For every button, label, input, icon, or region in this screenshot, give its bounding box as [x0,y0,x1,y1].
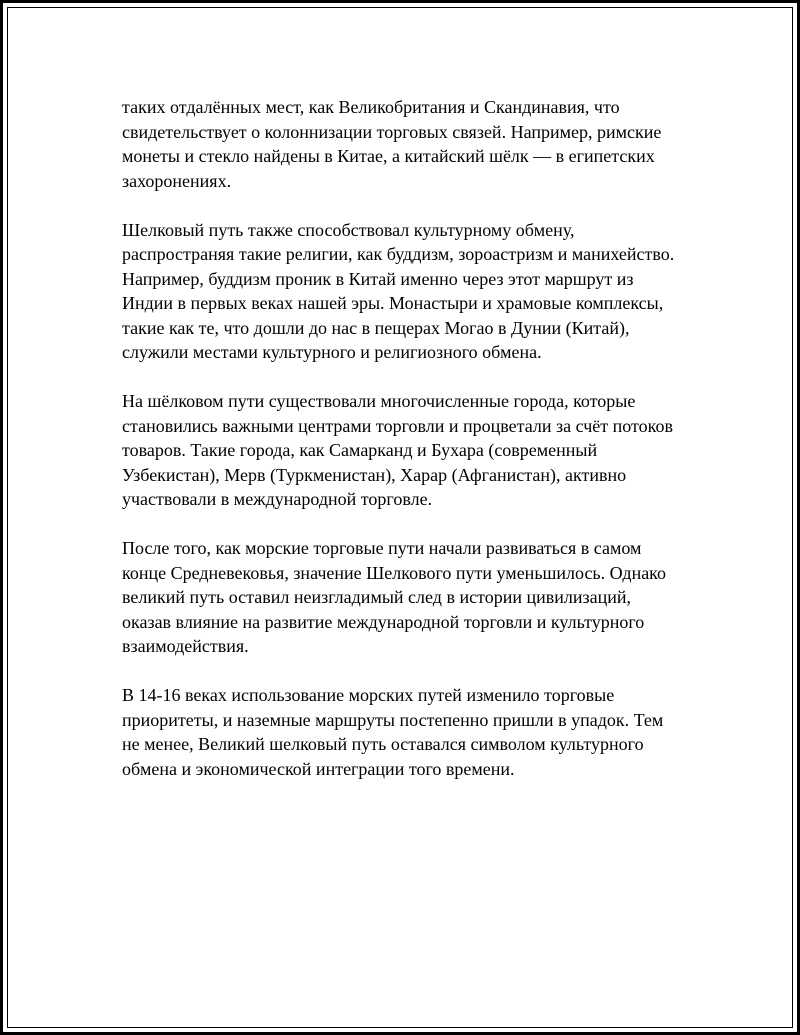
text-line: не менее, Великий шелковый путь оставался символом культурного [122,734,644,754]
text-line: захоронениях. [122,170,232,191]
text-line: служили местами культурного и религиозного обмена. [122,342,542,362]
text-line: После того, как морские торговые пути начали развиваться в самом [122,538,642,558]
text-line: Узбекистан), Мерв (Туркменистан), Харар (Афганистан), активно [122,464,627,485]
paragraph-trade-reach [122,95,702,193]
text-line: свидетельствует о колоннизации торговых связей. Например, римские [122,121,662,142]
paragraph-cities [122,389,702,512]
text-line: такие как те, что дошли до нас в пещерах Могао в Дунии (Китай), [122,317,630,338]
text-line: монеты и стекло найдены в Китае, а китайский шёлк — в египетских [122,146,655,166]
paragraph-cultural-exchange [122,218,702,365]
text-line: взаимодействия. [122,636,249,656]
text-line: таких отдалённых мест, как Великобритания и Скандинавия, что [122,97,620,117]
text-line: В 14-16 веках использование морских путей изменило торговые [122,685,615,705]
text-line: конце Средневековья, значение Шелкового пути уменьшилось. Однако [122,562,667,583]
text-line: Например, буддизм проник в Китай именно через этот маршрут из [122,268,634,289]
text-line: становились важными центрами торговли и процветали за счёт потоков [122,415,673,436]
document-body [122,95,702,806]
text-line: товаров. Такие города, как Самарканд и Бухара (современный [122,440,598,460]
text-line: Шелковый путь также способствовал культурному обмену, [122,219,575,240]
paragraph-sea-routes [122,683,702,781]
text-line: приоритеты, и наземные маршруты постепенно пришли в упадок. Тем [122,709,664,730]
text-line: На шёлковом пути существовали многочисленные города, которые [122,391,636,411]
text-line: участвовали в международной торговле. [122,489,433,509]
text-line: великий путь оставил неизгладимый след в истории цивилизаций, [122,587,631,607]
text-line: Индии в первых веках нашей эры. Монастыри и храмовые комплексы, [122,293,664,313]
text-line: распространяя такие религии, как буддизм, зороастризм и манихейство. [122,244,675,264]
text-line: обмена и экономической интеграции того времени. [122,758,515,779]
paragraph-decline [122,536,702,659]
text-line: оказав влияние на развитие международной торговли и культурного [122,611,645,632]
